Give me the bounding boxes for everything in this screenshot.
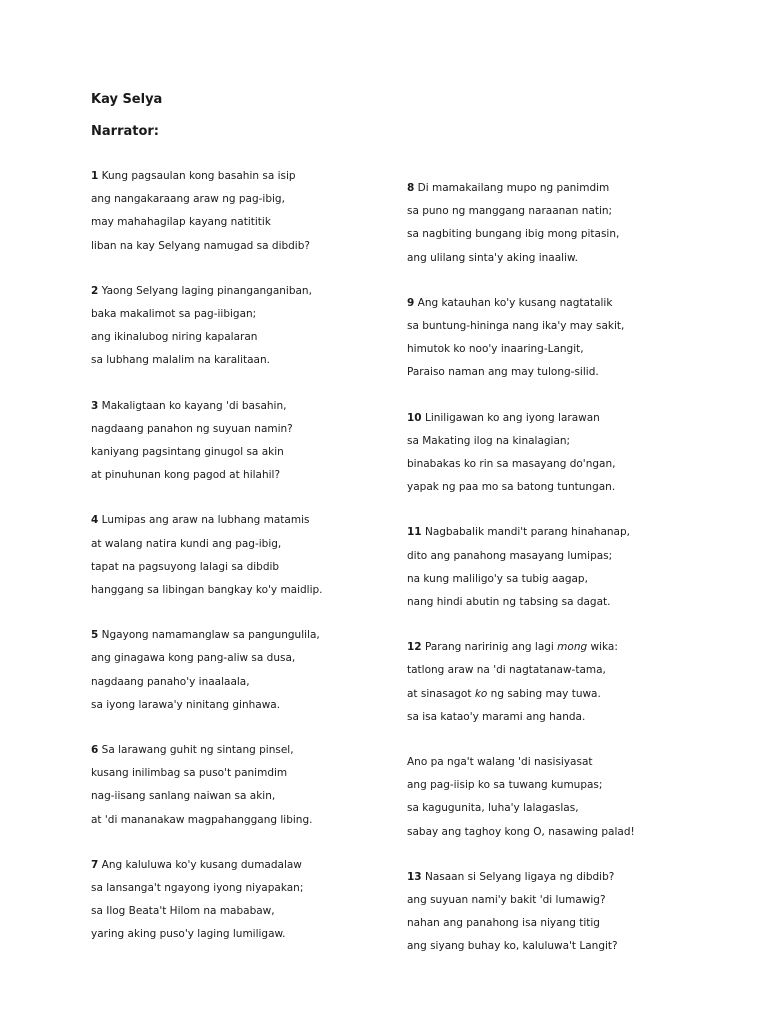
stanza-line: at pinuhunan kong pagod at hilahil? xyxy=(91,469,281,482)
emphasis-text: mong xyxy=(557,641,588,654)
stanza-2 xyxy=(91,280,421,373)
stanza-3 xyxy=(91,395,421,488)
stanza-number: 9 xyxy=(407,296,415,309)
left-column xyxy=(91,165,421,969)
line-text: ng sabing may tuwa. xyxy=(487,687,601,700)
stanza-8 xyxy=(407,177,737,270)
stanza-line: ang pag-iisip ko sa tuwang kumupas; xyxy=(407,779,603,792)
stanza-line: baka makalimot sa pag-iibigan; xyxy=(91,308,257,321)
stanza-line xyxy=(407,177,737,200)
stanza-line: kaniyang pagsintang ginugol sa akin xyxy=(91,446,284,459)
stanza-13 xyxy=(407,866,737,959)
stanza-line xyxy=(91,395,421,418)
stanza-line: yaring aking puso'y laging lumiligaw. xyxy=(91,928,286,941)
stanza-line xyxy=(407,521,737,544)
stanza-line: sa lansanga't ngayong iyong niyapakan; xyxy=(91,882,304,895)
stanza-line xyxy=(91,854,421,877)
stanza-line: yapak ng paa mo sa batong tuntungan. xyxy=(407,481,616,494)
stanza-line: nahan ang panahong isa niyang titig xyxy=(407,917,600,930)
stanza-line: nagdaang panaho'y inaalaala, xyxy=(91,675,250,688)
stanza-7 xyxy=(91,854,421,947)
line-text: wika: xyxy=(587,641,618,654)
narrator-heading: Narrator: xyxy=(91,124,160,139)
stanza-line: dito ang panahong masayang lumipas; xyxy=(407,549,613,562)
line-text: Makaligtaan ko kayang 'di basahin, xyxy=(101,399,287,412)
stanza-line xyxy=(91,165,421,188)
stanza-line: may mahahagilap kayang natititik xyxy=(91,216,271,229)
stanza-line xyxy=(407,683,737,706)
stanza-number: 1 xyxy=(91,170,99,182)
line-text: Yaong Selyang laging pinanganganiban, xyxy=(101,284,312,297)
stanza-line: Paraiso naman ang may tulong-silid. xyxy=(407,366,599,379)
stanza-line: tatlong araw na 'di nagtatanaw-tama, xyxy=(407,664,606,677)
line-text: at sinasagot xyxy=(407,687,475,700)
stanza-line: ang nangakaraang araw ng pag-ibig, xyxy=(91,193,285,206)
stanza-line: Ano pa nga't walang 'di nasisiyasat xyxy=(407,756,593,769)
stanza-6 xyxy=(91,739,421,832)
stanza-number: 10 xyxy=(407,411,422,424)
stanza-line: nagdaang panahon ng suyuan namin? xyxy=(91,422,293,435)
stanza-number: 4 xyxy=(91,514,99,527)
stanza-5 xyxy=(91,624,421,717)
line-text: Nagbabalik mandi't parang hinahanap, xyxy=(424,526,630,539)
poem-title: Kay Selya xyxy=(91,92,163,107)
stanza-line: liban na kay Selyang namugad sa dibdib? xyxy=(91,239,310,252)
line-text: Kung pagsaulan kong basahin sa isip xyxy=(101,170,296,182)
stanza-line: tapat na pagsuyong lalagi sa dibdib xyxy=(91,560,280,573)
stanza-line: sa buntung-hininga nang ika'y may sakit, xyxy=(407,320,625,333)
line-text: Ang katauhan ko'y kusang nagtatalik xyxy=(417,296,613,309)
stanza-line: ang ginagawa kong pang-aliw sa dusa, xyxy=(91,652,296,665)
line-text: Parang naririnig ang lagi xyxy=(424,641,558,654)
stanza-line: himutok ko noo'y inaaring-Langit, xyxy=(407,343,584,356)
stanza-line: at walang natira kundi ang pag-ibig, xyxy=(91,537,282,550)
stanza-line: nag-iisang sanlang naiwan sa akin, xyxy=(91,790,276,803)
stanza-line xyxy=(91,509,421,532)
stanza-number: 12 xyxy=(407,641,422,654)
stanza-line: hanggang sa libingan bangkay ko'y maidlip. xyxy=(91,584,323,597)
right-column xyxy=(407,177,737,981)
stanza-10 xyxy=(407,407,737,500)
emphasis-text: ko xyxy=(474,687,488,700)
stanza-line: sa iyong larawa'y ninitang ginhawa. xyxy=(91,698,281,711)
stanza-line: sa kagugunita, luha'y lalagaslas, xyxy=(407,802,579,815)
line-text: Ngayong namamanglaw sa pangungulila, xyxy=(101,629,320,642)
line-text: Ang kaluluwa ko'y kusang dumadalaw xyxy=(101,858,302,871)
stanza-number: 11 xyxy=(407,526,422,539)
stanza-line xyxy=(91,280,421,303)
stanza-line: sa puno ng manggang naraanan natin; xyxy=(407,205,613,218)
stanza-line: sa Makating ilog na kinalagian; xyxy=(407,434,571,447)
stanza-line: sabay ang taghoy kong O, nasawing palad! xyxy=(407,825,635,838)
stanza-line xyxy=(91,739,421,762)
line-text: Di mamakailang mupo ng panimdim xyxy=(417,182,610,194)
stanza-number: 6 xyxy=(91,744,99,757)
line-text: Lumipas ang araw na lubhang matamis xyxy=(101,514,310,527)
stanza-11 xyxy=(407,521,737,614)
stanza-line: ang ulilang sinta'y aking inaaliw. xyxy=(407,251,578,264)
stanza-12 xyxy=(407,636,737,729)
stanza-line xyxy=(407,866,737,889)
line-text: Nasaan si Selyang ligaya ng dibdib? xyxy=(424,870,615,883)
stanza-line: kusang inilimbag sa puso't panimdim xyxy=(91,767,288,780)
stanza-line: sa Ilog Beata't Hilom na mababaw, xyxy=(91,905,275,918)
stanza-line: at 'di mananakaw magpahanggang libing. xyxy=(91,813,313,826)
stanza-line: binabakas ko rin sa masayang do'ngan, xyxy=(407,458,616,471)
stanza-number: 8 xyxy=(407,182,415,194)
stanza-line: sa isa katao'y marami ang handa. xyxy=(407,710,586,723)
stanza-number: 3 xyxy=(91,399,99,412)
stanza-line: nang hindi abutin ng tabsing sa dagat. xyxy=(407,596,611,609)
stanza-unnumbered xyxy=(407,751,737,844)
stanza-line: na kung maliligo'y sa tubig aagap, xyxy=(407,572,588,585)
stanza-9 xyxy=(407,292,737,385)
stanza-line xyxy=(407,636,737,659)
stanza-line xyxy=(407,407,737,430)
stanza-line xyxy=(407,292,737,315)
stanza-line: ang suyuan nami'y bakit 'di lumawig? xyxy=(407,894,606,907)
stanza-number: 13 xyxy=(407,870,422,883)
stanza-line: sa nagbiting bungang ibig mong pitasin, xyxy=(407,228,620,241)
stanza-4 xyxy=(91,509,421,602)
stanza-line: ang siyang buhay ko, kaluluwa't Langit? xyxy=(407,940,618,953)
stanza-number: 7 xyxy=(91,858,99,871)
stanza-line: sa lubhang malalim na karalitaan. xyxy=(91,354,270,367)
line-text: Liniligawan ko ang iyong larawan xyxy=(424,411,600,424)
stanza-line xyxy=(91,624,421,647)
stanza-number: 2 xyxy=(91,284,99,297)
stanza-line: ang ikinalubog niring kapalaran xyxy=(91,331,258,344)
line-text: Sa larawang guhit ng sintang pinsel, xyxy=(101,744,294,757)
stanza-number: 5 xyxy=(91,629,99,642)
stanza-1 xyxy=(91,165,421,258)
